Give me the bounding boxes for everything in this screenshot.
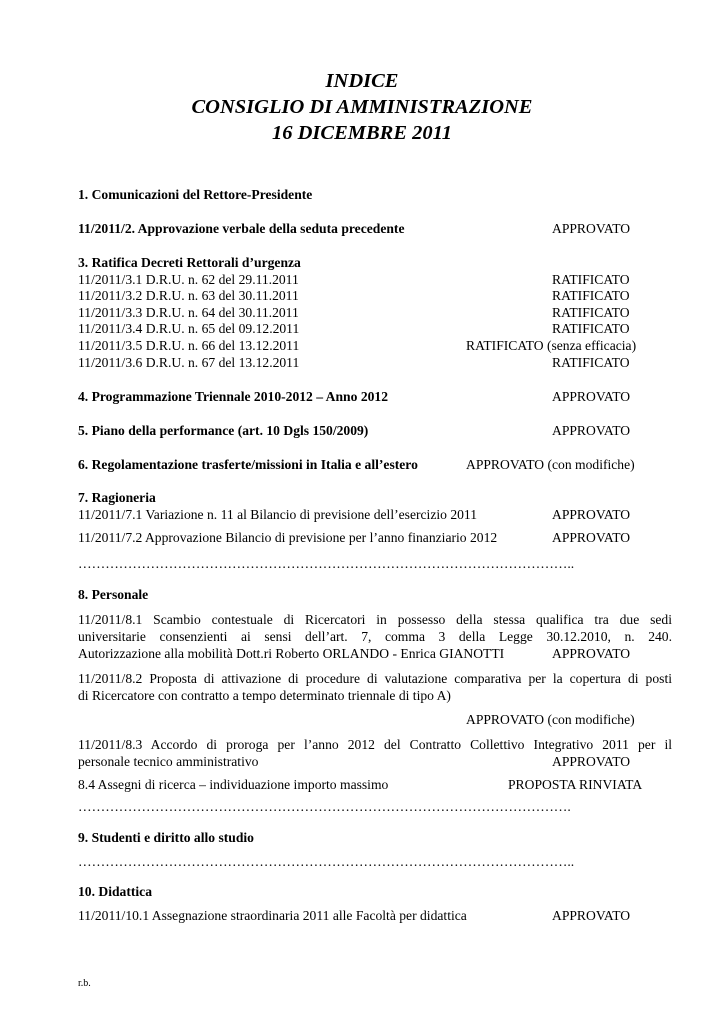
item-7-1-text: 11/2011/7.1 Variazione n. 11 al Bilancio di previsione dell’esercizio 2011 (78, 507, 478, 522)
item-3-4-text: 11/2011/3.4 D.R.U. n. 65 del 09.12.2011 (78, 321, 300, 336)
title-council: CONSIGLIO DI AMMINISTRAZIONE (191, 96, 533, 118)
section-8-dotted-line: ………………………………………………………………………………………………. (78, 799, 571, 814)
item-8-2-status: APPROVATO (con modifiche) (466, 712, 635, 727)
list-item (78, 529, 672, 546)
item-8-1-line2: universitarie consenzienti ai sensi dell’art. 7, comma 3 della Legge 30.12.2010, n. 240. (78, 629, 672, 644)
item-8-2-status-row (78, 711, 672, 728)
section-7-title: 7. Ragioneria (78, 490, 156, 505)
item-8-4-text: 8.4 Assegni di ricerca – individuazione importo massimo (78, 777, 389, 792)
item-3-6-status: RATIFICATO (552, 355, 630, 370)
item-10-1-text: 11/2011/10.1 Assegnazione straordinaria 2011 alle Facoltà per didattica (78, 908, 467, 923)
item-3-3-text: 11/2011/3.3 D.R.U. n. 64 del 30.11.2011 (78, 305, 299, 320)
section-4-row (78, 388, 672, 405)
item-8-1-line3-row (78, 645, 672, 662)
section-2-row (78, 220, 672, 237)
title-index: INDICE (325, 70, 399, 92)
item-8-1-line1: 11/2011/8.1 Scambio contestuale di Ricercatori in possesso della stessa qualifica tra due sedi (78, 612, 672, 627)
item-3-5-status: RATIFICATO (senza efficacia) (466, 338, 637, 353)
section-2-title: 11/2011/2. Approvazione verbale della seduta precedente (78, 221, 405, 236)
section-6-title: 6. Regolamentazione trasferte/missioni in Italia e all’estero (78, 457, 418, 472)
section-9-title: 9. Studenti e diritto allo studio (78, 830, 254, 845)
item-7-2-status: APPROVATO (552, 530, 631, 545)
item-3-4-status: RATIFICATO (552, 321, 630, 336)
section-6-status: APPROVATO (con modifiche) (466, 457, 635, 472)
item-3-3-status: RATIFICATO (552, 305, 630, 320)
section-10-title: 10. Didattica (78, 884, 153, 899)
list-item (78, 320, 672, 337)
section-4-title: 4. Programmazione Triennale 2010-2012 – Anno 2012 (78, 389, 389, 404)
item-8-3-line2-row (78, 753, 672, 770)
item-7-2-text: 11/2011/7.2 Approvazione Bilancio di previsione per l’anno finanziario 2012 (78, 530, 498, 545)
item-3-1-text: 11/2011/3.1 D.R.U. n. 62 del 29.11.2011 (78, 272, 299, 287)
item-8-4-status: PROPOSTA RINVIATA (508, 777, 643, 792)
section-5-status: APPROVATO (552, 423, 631, 438)
section-5-title: 5. Piano della performance (art. 10 Dgls 150/2009) (78, 423, 369, 438)
item-8-3-status: APPROVATO (552, 754, 631, 769)
list-item (78, 337, 672, 354)
item-8-1-status: APPROVATO (552, 646, 631, 661)
item-3-5-text: 11/2011/3.5 D.R.U. n. 66 del 13.12.2011 (78, 338, 300, 353)
title-date: 16 DICEMBRE 2011 (272, 122, 452, 144)
list-item (78, 287, 672, 304)
section-4-status: APPROVATO (552, 389, 631, 404)
section-1-title: 1. Comunicazioni del Rettore-Presidente (78, 187, 313, 202)
section-6-row (78, 456, 672, 473)
item-10-1-status: APPROVATO (552, 908, 631, 923)
list-item (78, 354, 672, 371)
section-2-status: APPROVATO (552, 221, 631, 236)
item-3-2-text: 11/2011/3.2 D.R.U. n. 63 del 30.11.2011 (78, 288, 299, 303)
list-item (78, 506, 672, 523)
section-5-row (78, 422, 672, 439)
section-9-dotted-line: ……………………………………………………………………………………………….. (78, 854, 575, 869)
section-7-dotted-line: ……………………………………………………………………………………………….. (78, 556, 575, 571)
item-8-3-line1: 11/2011/8.3 Accordo di proroga per l’anno 2012 del Contratto Collettivo Integrativo 2011 per il (78, 737, 672, 752)
item-8-2-line2: di Ricercatore con contratto a tempo determinato triennale di tipo A) (78, 688, 451, 703)
item-3-2-status: RATIFICATO (552, 288, 630, 303)
item-8-1-line3: Autorizzazione alla mobilità Dott.ri Roberto ORLANDO - Enrica GIANOTTI (78, 646, 505, 661)
item-8-2-line1: 11/2011/8.2 Proposta di attivazione di procedure di valutazione comparativa per la copertura di posti (78, 671, 672, 686)
item-3-1-status: RATIFICATO (552, 272, 630, 287)
item-8-3-line2: personale tecnico amministrativo (78, 754, 259, 769)
list-item (78, 271, 672, 288)
item-8-4-row (78, 776, 672, 793)
item-3-6-text: 11/2011/3.6 D.R.U. n. 67 del 13.12.2011 (78, 355, 300, 370)
item-10-1-row (78, 907, 672, 924)
item-7-1-status: APPROVATO (552, 507, 631, 522)
section-8-title: 8. Personale (78, 587, 149, 602)
footer-initials: r.b. (78, 978, 91, 989)
section-3-title: 3. Ratifica Decreti Rettorali d’urgenza (78, 255, 301, 270)
list-item (78, 304, 672, 321)
